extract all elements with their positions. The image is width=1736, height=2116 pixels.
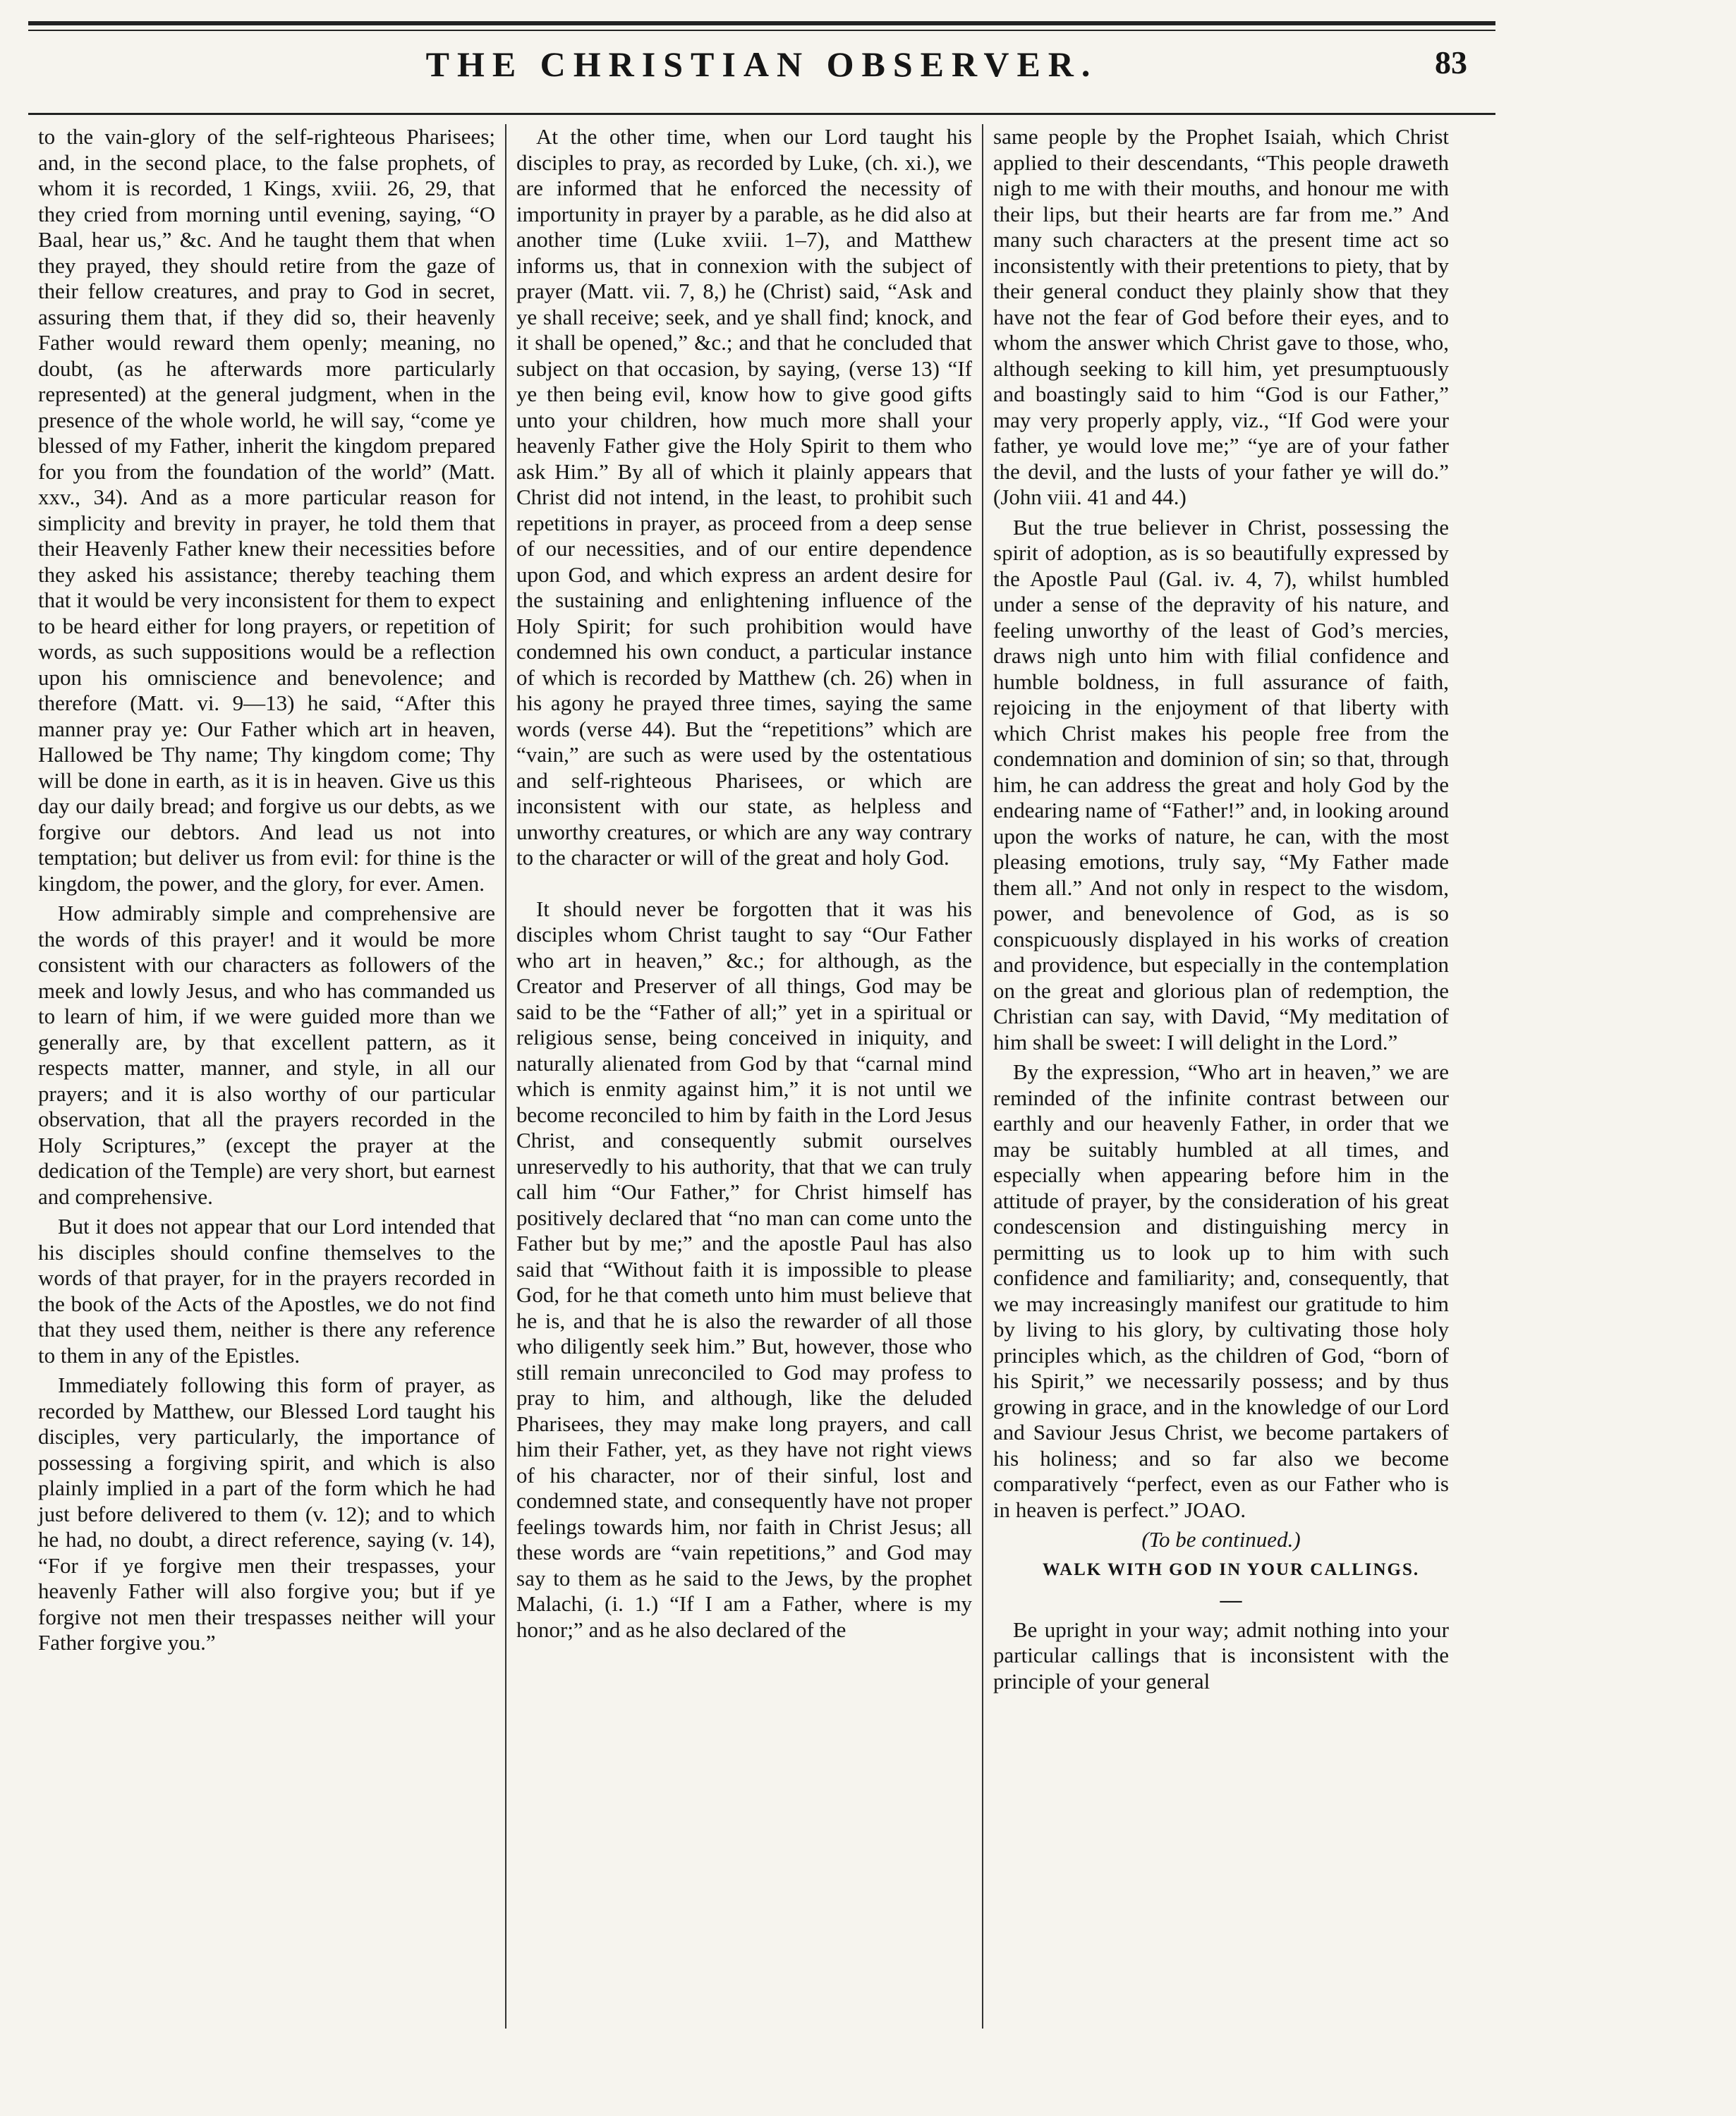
page-header [28,44,1495,100]
paragraph: How admirably simple and comprehensive are the words of this prayer! and it would be more consistent with our characters as followers of the meek and lowly Jesus, and who has commanded us to learn of him, if we were guided more than we generally are, by that excellent pattern, as it respects matter, manner, and style, in all our prayers; and it is also worthy of our particular observation, that all the prayers recorded in the Holy Scriptures,” (except the prayer at the dedication of the Temple) are very short, but earnest and comprehensive. [38,901,495,1209]
header-rule [28,113,1495,115]
paragraph: By the expression, “Who art in heaven,” we are reminded of the infinite contrast between our earthly and our heavenly Father, in order that we may be suitably humbled at all times, and especially when appearing before him in the attitude of prayer, by the consideration of his great condescension and distinguishing mercy in permitting us to look up to him with such confidence and familiarity; and, consequently, that we may increasingly manifest our gratitude to him by living to his glory, by cultivating those holy principles which, as the children of God, “born of his Spirit,” we necessarily possess; and by thus growing in grace, and in the knowledge of our Lord and Saviour Jesus Christ, we become partakers of his holiness; and so far also we become comparatively “perfect, even as our Father who is in heaven is perfect.” JOAO. [993,1059,1449,1522]
column-middle [505,124,982,2029]
top-rules [28,21,1495,31]
top-rule-thick [28,21,1495,25]
paragraph: But the true believer in Christ, possessing the spirit of adoption, as is so beautifully expressed by the Apostle Paul (Gal. iv. 4, 7), whilst humbled under a sense of the depravity of his nature, and feeling unworthy of the least of God’s mercies, draws nigh unto him with filial confidence and humble boldness, in full assurance of faith, rejoicing in the enjoyment of that liberty with which Christ makes his people free from the condemnation and dominion of sin; so that, through him, he can address the great and holy God by the endearing name of “Father!” and, in looking around upon the works of nature, he can, with the most pleasing emotions, truly say, “My Father made them all.” And not only in respect to the wisdom, power, and benevolence of God, as is so conspicuously displayed in his works of creation and providence, but especially in the contemplation on the great and glorious plan of redemption, the Christian can say, with David, “My meditation of him shall be sweet: I will delight in the Lord.” [993,514,1449,1054]
section-heading: WALK WITH GOD IN YOUR CALLINGS. [1042,1559,1420,1579]
continued-note: (To be continued.) [1141,1527,1301,1552]
paragraph: to the vain-glory of the self-righteous Pharisees; and, in the second place, to the false prophets, of whom it is recorded, 1 Kings, xviii. 26, 29, that they cried from morning until evening, saying, “O Baal, hear us,” &c. And he taught them that when they prayed, they should retire from the gaze of their fellow creatures, and pray to God in secret, assuring them that, if they did so, their heavenly Father would reward them openly; meaning, no doubt, (as he afterwards more particularly represented) at the general judgment, when in the presence of the whole world, he will say, “come ye blessed of my Father, inherit the kingdom prepared for you from the foundation of the world” (Matt. xxv., 34). And as a more particular reason for simplicity and brevity in prayer, he told them that their Heavenly Father knew their necessities before they asked his assistance; thereby teaching them that it would be very inconsistent for them to expect to be heard either for long prayers, or repetition of words, as such suppositions would be a reflection upon his omniscience and benevolence; and therefore (Matt. vi. 9—13) he said, “After this manner pray ye: Our Father which art in heaven, Hallowed be Thy name; Thy kingdom come; Thy will be done in earth, as it is in heaven. Give us this day our daily bread; and forgive us our debts, as we forgive our debtors. And lead us not into temptation; but deliver us from evil: for thine is the kingdom, the power, and the glory, for ever. Amen. [38,124,495,896]
paragraph: Immediately following this form of prayer, as recorded by Matthew, our Blessed Lord taught his disciples, very particularly, the importance of possessing a forgiving spirit, and which is also plainly implied in a part of the form which he had just before delivered to them (v. 12); and to which he had, no doubt, a direct reference, saying (v. 14), “For if ye forgive men their trespasses, your heavenly Father will also forgive you; but if ye forgive not men their trespasses neither will your Father forgive you.” [38,1373,495,1655]
paragraph: same people by the Prophet Isaiah, which Christ applied to their descendants, “This people draweth nigh to me with their mouths, and honour me with their lips, but their hearts are far from me.” And many such characters at the present time act so inconsistently with their pretentions to piety, that by their general conduct they plainly show that they have not the fear of God before their eyes, and to whom the answer which Christ gave to those, who, although seeking to kill him, yet presumptuously and boastingly said to him “God is our Father,” may very properly apply, viz., “If God were your father, ye would love me;” “ye are of your father the devil, and the lusts of your father ye will do.” (John viii. 41 and 44.) [993,124,1449,509]
section-mark: — [1220,1587,1242,1612]
paragraph: But it does not appear that our Lord intended that his disciples should confine themselves to the words of that prayer, for in the prayers recorded in the book of the Acts of the Apostles, we do not find that they used them, neither is there any reference to them in any of the Epistles. [38,1214,495,1368]
column-left [28,124,505,2029]
column-right [982,124,1459,2029]
paragraph: Be upright in your way; admit nothing into your particular callings that is inconsistent with the principle of your general [993,1617,1449,1694]
top-rule-thin [28,30,1495,31]
journal-title: THE CHRISTIAN OBSERVER. [425,44,1098,84]
paragraph: It should never be forgotten that it was his disciples whom Christ taught to say “Our Father who art in heaven,” &c.; for although, as the Creator and Preserver of all things, God may be said to be the “Father of all;” yet in a spiritual or religious sense, being conceived in iniquity, and naturally alienated from God by that “carnal mind which is enmity against him,” it is not until we become reconciled to him by faith in the Lord Jesus Christ, and consequently submit ourselves unreservedly to his authority, that that we can truly call him “Our Father,” for Christ himself has positively declared that “no man can come unto the Father but by me;” and the apostle Paul has also said that “Without faith it is impossible to please God, for he that cometh unto him must believe that he is, and that he is also the rewarder of all those who diligently seek him.” But, however, those who still remain unreconciled to God may profess to pray to him, and although, like the deluded Pharisees, they may make long prayers, and call him their Father, yet, as they have not right views of his character, nor of their sinful, lost and condemned state, and consequently have not proper feelings towards him, nor faith in Christ Jesus; all these words are “vain repetitions,” and God may say to them as he said to the Jews, by the prophet Malachi, (i. 1.) “If I am a Father, where is my honor;” and as he also declared of the [516,896,972,1642]
paragraph: At the other time, when our Lord taught his disciples to pray, as recorded by Luke, (ch. xi.), we are informed that he enforced the necessity of importunity in prayer by a parable, as he did also at another time (Luke xviii. 1–7), and Matthew informs us, that in connexion with the subject of prayer (Matt. vii. 7, 8,) he (Christ) said, “Ask and ye shall receive; seek, and ye shall find; knock, and it shall be opened,” &c.; and that he concluded that subject on that occasion, by saying, (verse 13) “If ye then being evil, know how to give good gifts unto your children, how much more shall your heavenly Father give the Holy Spirit to them who ask Him.” By all of which it plainly appears that Christ did not intend, in the least, to prohibit such repetitions in prayer, as proceed from a deep sense of our necessities, and of our entire dependence upon God, and which express an ardent desire for the sustaining and enlightening influence of the Holy Spirit; for such prohibition would have condemned his own conduct, a particular instance of which is recorded by Matthew (ch. 26) when in his agony he prayed three times, saying the same words (verse 44). But the “repetitions” which are “vain,” are such as were used by the ostentatious and self-righteous Pharisees, or which are inconsistent with our state, as helpless and unworthy creatures, or which are any way contrary to the character or will of the great and holy God. [516,124,972,870]
page-number: 83 [1435,44,1467,80]
text-columns [28,124,1495,2029]
